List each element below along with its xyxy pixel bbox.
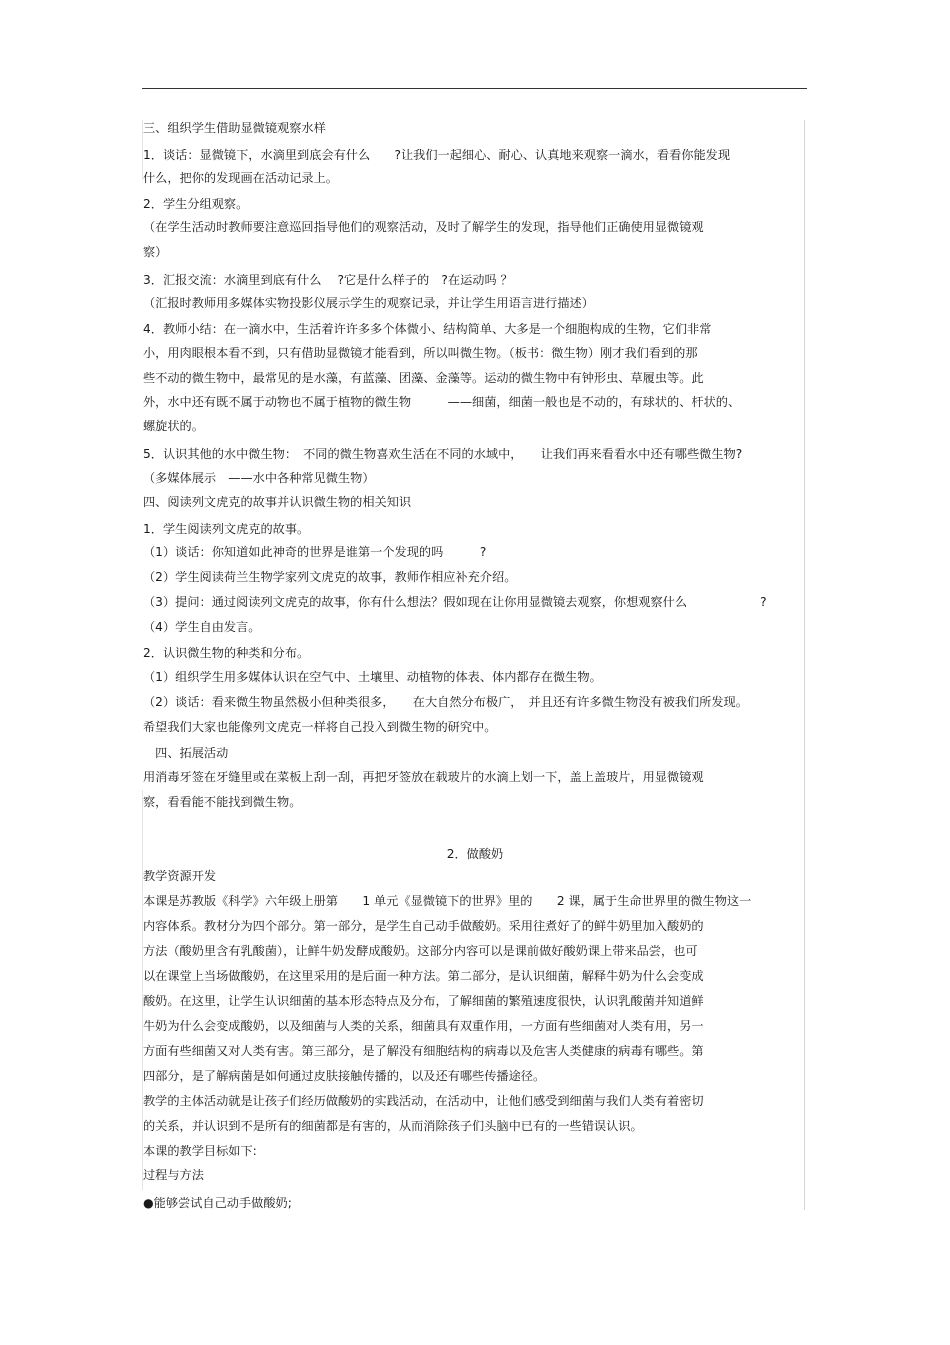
text-line: 牛奶为什么会变成酸奶，以及细菌与人类的关系，细菌具有双重作用，一方面有些细菌对人类有用，另一 xyxy=(143,1019,704,1033)
text-line: 察，看看能不能找到微生物。 xyxy=(143,795,302,809)
text-line: 小，用肉眼根本看不到，只有借助显微镜才能看到，所以叫微生物。（板书：微生物）刚才我们看到的那 xyxy=(143,346,698,360)
text-line: 方法（酸奶里含有乳酸菌），让鲜牛奶发酵成酸奶。这部分内容可以是课前做好酸奶课上带来品尝，也可 xyxy=(143,944,698,958)
text-line: 以在课堂上当场做酸奶，在这里采用的是后面一种方法。第二部分，是认识细菌，解释牛奶为什么会变成 xyxy=(143,969,704,983)
text-line: 5．认识其他的水中微生物： 不同的微生物喜欢生活在不同的水域中， 让我们再来看看水中还有哪些微生物? xyxy=(143,447,743,461)
section-heading: 三、组织学生借助显微镜观察水样 xyxy=(143,121,326,135)
text-line: （2）谈话：看来微生物虽然极小但种类很多， 在大自然分布极广， 并且还有许多微生物没有被我们所发现。 xyxy=(143,695,748,709)
text-line: 些不动的微生物中，最常见的是水藻，有蓝藻、团藻、金藻等。运动的微生物中有钟形虫、草履虫等。此 xyxy=(143,371,704,385)
text-line: （1）谈话：你知道如此神奇的世界是谁第一个发现的吗 ? xyxy=(143,545,487,559)
text-line: （3）提问：通过阅读列文虎克的故事，你有什么想法？假如现在让你用显微镜去观察，你想观察什么 ? xyxy=(143,595,767,609)
bullet-item: ●能够尝试自己动手做酸奶; xyxy=(143,1196,292,1210)
text-line: 4．教师小结：在一滴水中，生活着许许多多个体微小、结构简单、大多是一个细胞构成的生物，它们非常 xyxy=(143,322,712,336)
text-line: 3．汇报交流：水滴里到底有什么 ?它是什么样子的 ?在运动吗 ？ xyxy=(143,273,513,287)
text-line: （多媒体展示 ——水中各种常见微生物） xyxy=(143,471,375,485)
right-margin-rule xyxy=(804,120,805,1210)
text-line: 1．谈话：显微镜下，水滴里到底会有什么 ?让我们一起细心、耐心、认真地来观察一滴水，看看你能发现 xyxy=(143,148,731,162)
text-line: 用消毒牙签在牙缝里或在菜板上刮一刮，再把牙签放在载玻片的水滴上划一下，盖上盖玻片，用显微镜观 xyxy=(143,770,704,784)
text-line: 本课的教学目标如下: xyxy=(143,1144,257,1158)
text-line: 1．学生阅读列文虎克的故事。 xyxy=(143,522,310,536)
text-line: （4）学生自由发言。 xyxy=(143,620,261,634)
text-line: （汇报时教师用多媒体实物投影仪展示学生的观察记录，并让学生用语言进行描述） xyxy=(143,296,594,310)
text-line: （在学生活动时教师要注意巡回指导他们的观察活动，及时了解学生的发现，指导他们正确使用显微镜观 xyxy=(143,220,704,234)
section-heading: 四、阅读列文虎克的故事并认识微生物的相关知识 xyxy=(143,495,412,509)
text-line: 教学的主体活动就是让孩子们经历做酸奶的实践活动，在活动中，让他们感受到细菌与我们人类有着密切 xyxy=(143,1094,704,1108)
text-line: 四部分，是了解病菌是如何通过皮肤接触传播的，以及还有哪些传播途径。 xyxy=(143,1069,546,1083)
text-line: 的关系，并认识到不是所有的细菌都是有害的，从而消除孩子们头脑中已有的一些错误认识。 xyxy=(143,1119,643,1133)
lesson-title: 2．做酸奶 xyxy=(446,847,504,861)
text-line: 外，水中还有既不属于动物也不属于植物的微生物 ——细菌，细菌一般也是不动的，有球状的、杆状的、 xyxy=(143,395,741,409)
text-line: （1）组织学生用多媒体认识在空气中、土壤里、动植物的体表、体内都存在微生物。 xyxy=(143,670,602,684)
text-line: 2．认识微生物的种类和分布。 xyxy=(143,646,310,660)
header-rule xyxy=(142,88,807,89)
text-line: 螺旋状的。 xyxy=(143,419,204,433)
section-heading: 四、拓展活动 xyxy=(143,746,229,760)
text-line: 内容体系。教材分为四个部分。第一部分，是学生自己动手做酸奶。采用往煮好了的鲜牛奶里加入酸奶的 xyxy=(143,919,704,933)
text-line: 希望我们大家也能像列文虎克一样将自己投入到微生物的研究中。 xyxy=(143,720,497,734)
text-line: 什么，把你的发现画在活动记录上。 xyxy=(143,171,338,185)
text-line: （2）学生阅读荷兰生物学家列文虎克的故事，教师作相应补充介绍。 xyxy=(143,570,517,584)
text-line: 本课是苏教版《科学》六年级上册第 1 单元《显微镜下的世界》里的 2 课，属于生命世界里的微生物这一 xyxy=(143,894,752,908)
section-heading: 教学资源开发 xyxy=(143,869,217,883)
section-heading: 过程与方法 xyxy=(143,1168,204,1182)
text-line: 方面有些细菌又对人类有害。第三部分，是了解没有细胞结构的病毒以及危害人类健康的病毒有哪些。第 xyxy=(143,1044,704,1058)
text-line: 酸奶。在这里，让学生认识细菌的基本形态特点及分布，了解细菌的繁殖速度很快，认识乳酸菌并知道鲜 xyxy=(143,994,704,1008)
text-line: 2．学生分组观察。 xyxy=(143,197,249,211)
text-line: 察） xyxy=(143,245,168,259)
